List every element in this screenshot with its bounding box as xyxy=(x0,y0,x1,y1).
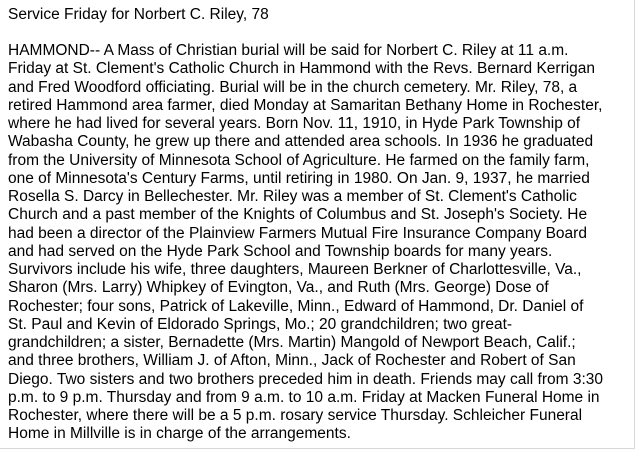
body-line: where he had lived for several years. Born Nov. 11, 1910, in Hyde Park Township of xyxy=(8,115,581,132)
body-line: from the University of Minnesota School of Agriculture. He farmed on the family farm, xyxy=(8,151,590,169)
body-line: p.m. to 9 p.m. Thursday and from 9 a.m. to 10 a.m. Friday at Macken Funeral Home in xyxy=(8,388,600,406)
body-line: Rochester; four sons, Patrick of Lakeville, Minn., Edward of Hammond, Dr. Daniel of xyxy=(8,297,584,315)
body-line: Rosella S. Darcy in Bellechester. Mr. Riley was a member of St. Clement's Catholic xyxy=(8,188,577,205)
body-line: Home in Millville is in charge of the arrangements. xyxy=(8,425,351,443)
body-line: and three brothers, William J. of Afton, Minn., Jack of Rochester and Robert of San xyxy=(8,352,576,370)
body-line: had been a director of the Plainview Farmers Mutual Fire Insurance Company Board xyxy=(8,224,587,242)
body-line: HAMMOND-- A Mass of Christian burial will be said for Norbert C. Riley at 11 a.m. xyxy=(8,42,569,59)
body-line: Friday at St. Clement's Catholic Church in Hammond with the Revs. Bernard Kerrigan xyxy=(8,60,596,78)
obituary-body xyxy=(8,42,632,444)
body-line: grandchildren; a sister, Bernadette (Mrs. Martin) Mangold of Newport Beach, Calif.; xyxy=(8,334,576,351)
body-line: and had served on the Hyde Park School and Township boards for many years. xyxy=(8,242,553,260)
body-line: St. Paul and Kevin of Eldorado Springs, Mo.; 20 grandchildren; two great- xyxy=(8,315,513,333)
obituary-headline: Service Friday for Norbert C. Riley, 78 xyxy=(8,6,269,23)
body-line: one of Minnesota's Century Farms, until retiring in 1980. On Jan. 9, 1937, he married xyxy=(8,169,590,187)
body-line: Survivors include his wife, three daughters, Maureen Berkner of Charlottesville, Va., xyxy=(8,261,582,278)
body-line: Rochester, where there will be a 5 p.m. rosary service Thursday. Schleicher Funeral xyxy=(8,407,583,424)
body-line: Church and a past member of the Knights of Columbus and St. Joseph's Society. He xyxy=(8,206,588,224)
body-line: Diego. Two sisters and two brothers preceded him in death. Friends may call from 3:30 xyxy=(8,370,604,388)
body-line: retired Hammond area farmer, died Monday at Samaritan Bethany Home in Rochester, xyxy=(8,96,603,114)
body-line: and Fred Woodford officiating. Burial will be in the church cemetery. Mr. Riley, 78, a xyxy=(8,78,578,96)
body-line: Wabasha County, he grew up there and attended area schools. In 1936 he graduated xyxy=(8,133,594,151)
body-line: Sharon (Mrs. Larry) Whipkey of Evington, Va., and Ruth (Mrs. George) Dose of xyxy=(8,279,549,297)
